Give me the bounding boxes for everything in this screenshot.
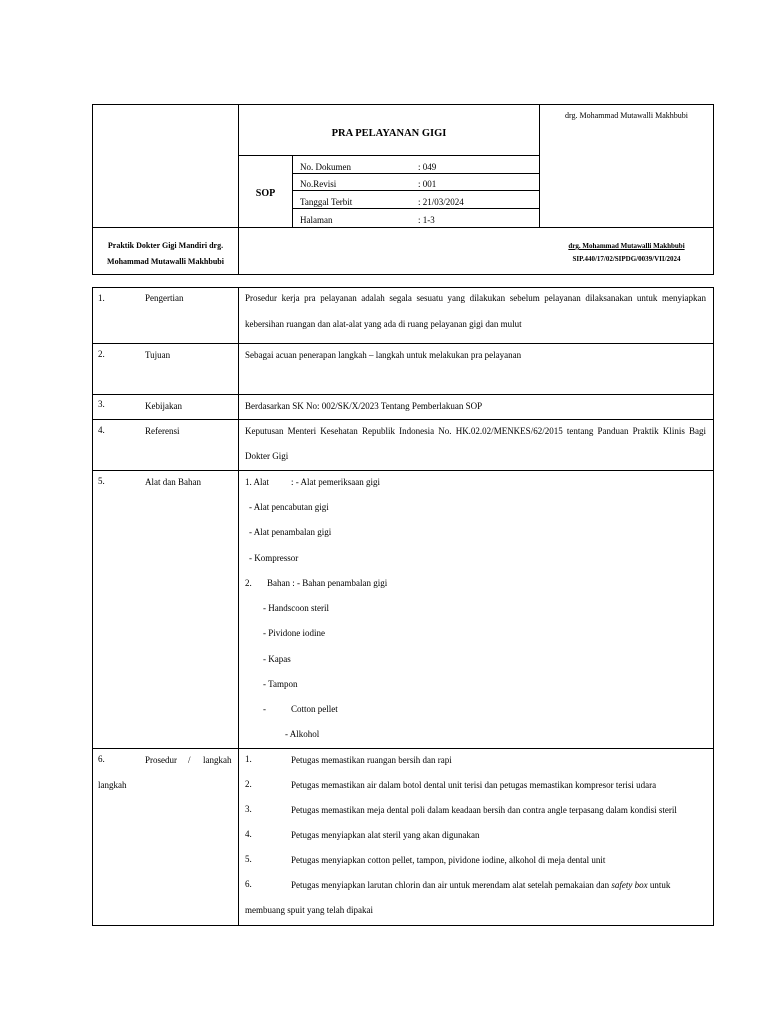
section-number: 2. (98, 349, 105, 359)
sop-label: SOP (255, 188, 276, 199)
clinic-name-line2: Mohammad Mutawalli Makhbubi (107, 257, 224, 266)
signature-sip: SIP.440/17/02/SIPDG/0039/VII/2024 (572, 255, 681, 263)
step-number: 2. (245, 779, 252, 789)
referensi-text-line2: Dokter Gigi (245, 451, 289, 461)
section-number: 6. (98, 754, 105, 764)
bahan-item-dash: - (263, 704, 266, 714)
step6-text-post: untuk (649, 880, 671, 890)
step-text (291, 880, 670, 891)
row-divider (92, 470, 714, 471)
doc-field-label: Halaman (300, 215, 333, 225)
header-divider-right (539, 104, 540, 227)
content-column-divider (238, 287, 239, 926)
alat-item: : - Alat pemeriksaan gigi (291, 477, 380, 487)
step6-text-pre: Petugas menyiapkan larutan chlorin dan air untuk merendam alat setelah pemakaian dan (291, 880, 610, 890)
row-divider (92, 419, 714, 420)
section-label-tujuan: Tujuan (145, 350, 171, 360)
pengertian-text-line2: kebersihan ruangan dan alat-alat yang ada di ruang pelayanan gigi dan mulut (245, 319, 522, 329)
section-number: 1. (98, 293, 105, 303)
kebijakan-text: Berdasarkan SK No: 002/SK/X/2023 Tentang Pemberlakuan SOP (245, 401, 483, 411)
doc-field-value: : 21/03/2024 (418, 197, 464, 207)
step-text: Petugas memastikan air dalam botol dental unit terisi dan petugas memastikan kompresor terisi udara (291, 780, 657, 790)
section-label-kebijakan: Kebijakan (145, 401, 182, 411)
header-divider-bottom (92, 227, 714, 228)
doc-field-label: No. Dokumen (300, 162, 351, 172)
section-number: 5. (98, 476, 105, 486)
step-text: Petugas memastikan ruangan bersih dan rapi (291, 755, 452, 765)
doc-field-label: No.Revisi (300, 179, 337, 189)
bahan-item: - Kapas (263, 654, 291, 664)
step6-text-italic: safety box (611, 880, 648, 890)
bahan-number: 2. (245, 578, 252, 588)
step-text: Petugas menyiapkan cotton pellet, tampon, pividone iodine, alkohol di meja dental unit (291, 855, 606, 865)
pengertian-text-line1: Prosedur kerja pra pelayanan adalah segala sesuatu yang dilakukan sebelum pelayanan dilaksanakan untuk menyiapkan (245, 293, 706, 303)
step-text-continued: membuang spuit yang telah dipakai (245, 905, 373, 915)
step-number: 5. (245, 854, 252, 864)
bahan-item: - Pividone iodine (263, 628, 325, 638)
alat-heading: 1. Alat (245, 477, 269, 487)
section-label-pengertian: Pengertian (145, 293, 184, 303)
referensi-text-line1: Keputusan Menteri Kesehatan Republik Indonesia No. HK.02.02/MENKES/62/2015 tentang Panduan Praktik Klinis Bagi (245, 426, 706, 436)
step-number: 6. (245, 879, 252, 889)
doc-field-value: : 001 (418, 179, 437, 189)
title-divider (238, 155, 539, 156)
alat-item: - Alat penambalan gigi (249, 527, 332, 537)
alat-item: - Kompressor (249, 553, 299, 563)
section-number: 4. (98, 425, 105, 435)
step-number: 4. (245, 829, 252, 839)
row-divider (92, 343, 714, 344)
sop-divider (292, 155, 293, 227)
section-label-prosedur-slash: / (188, 755, 191, 765)
doc-row-line (292, 190, 539, 191)
tujuan-text: Sebagai acuan penerapan langkah – langkah untuk melakukan pra pelayanan (245, 350, 522, 360)
section-label-prosedur-langkah: langkah (203, 755, 232, 765)
section-number: 3. (98, 399, 105, 409)
doc-field-value: : 1-3 (418, 215, 435, 225)
step-number: 3. (245, 804, 252, 814)
section-label-alat-bahan: Alat dan Bahan (145, 477, 201, 487)
section-label-referensi: Referensi (145, 426, 180, 436)
row-divider (92, 748, 714, 749)
bahan-item: Cotton pellet (291, 704, 338, 714)
bahan-item: - Handscoon steril (263, 603, 329, 613)
row-divider (92, 394, 714, 395)
bahan-item: - Alkohol (285, 729, 320, 739)
doc-field-value: : 049 (418, 162, 437, 172)
signature-name: drg. Mohammad Mutawalli Makhbubi (568, 242, 685, 250)
document-title: PRA PELAYANAN GIGI (331, 128, 447, 139)
step-text: Petugas menyiapkan alat steril yang akan digunakan (291, 830, 480, 840)
step-text: Petugas memastikan meja dental poli dalam keadaan bersih dan contra angle terpasang dalam kondisi steril (291, 805, 677, 815)
top-right-name: drg. Mohammad Mutawalli Makhbubi (565, 111, 688, 120)
doc-row-line (292, 173, 539, 174)
doc-field-label: Tanggal Terbit (300, 197, 353, 207)
section-label-prosedur-langkah2: langkah (98, 780, 127, 790)
bahan-item: - Tampon (263, 679, 298, 689)
alat-item: - Alat pencabutan gigi (249, 502, 329, 512)
section-label-prosedur: Prosedur (145, 755, 177, 765)
doc-row-line (292, 208, 539, 209)
clinic-name-line1: Praktik Dokter Gigi Mandiri drg. (107, 241, 224, 250)
bahan-heading: Bahan : - Bahan penambalan gigi (267, 578, 388, 588)
step-number: 1. (245, 754, 252, 764)
